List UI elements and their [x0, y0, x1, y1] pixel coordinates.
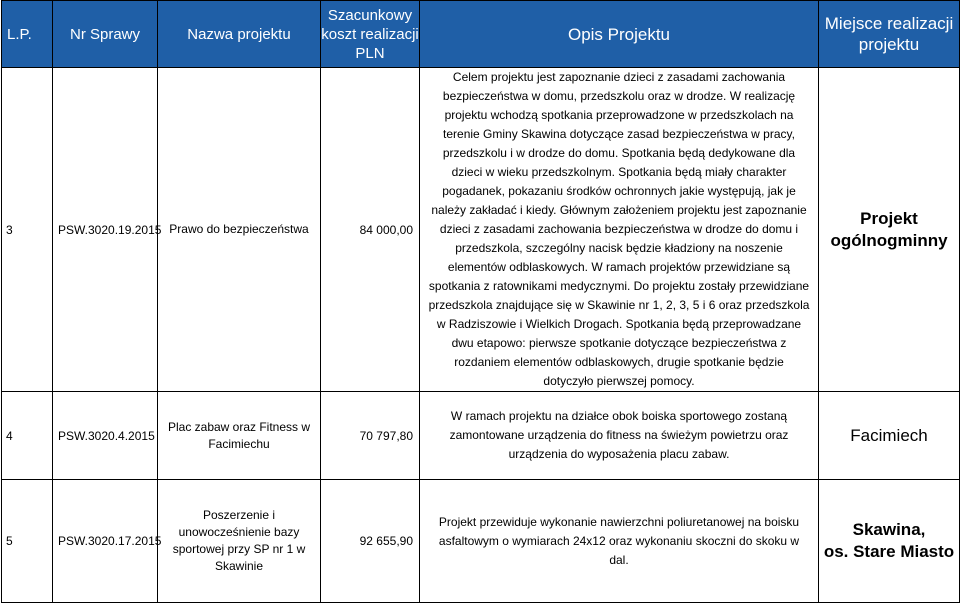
header-place	[819, 1, 960, 68]
row-place-line: Projekt	[860, 208, 918, 228]
table-row	[2, 68, 960, 392]
table-header	[2, 1, 960, 68]
row-case-number: PSW.3020.17.2015	[53, 480, 158, 603]
row-project-name: Prawo do bezpieczeństwa	[158, 68, 321, 392]
header-place-line: Miejsce realizacji	[824, 14, 954, 33]
row-case-number: PSW.3020.19.2015	[53, 68, 158, 392]
row-project-name: Poszerzenie i unowocześnienie bazy sportowej przy SP nr 1 w Skawinie	[158, 480, 321, 603]
header-case-number: Nr Sprawy	[53, 1, 158, 68]
header-lp: L.P.	[2, 1, 53, 68]
table-row	[2, 392, 960, 480]
row-place-line: Skawina,	[852, 520, 926, 539]
row-place	[819, 392, 960, 480]
projects-table	[1, 0, 960, 603]
row-place	[819, 68, 960, 392]
row-cost: 84 000,00	[321, 68, 420, 392]
row-lp: 4	[2, 392, 53, 480]
row-cost: 92 655,90	[321, 480, 420, 603]
header-cost-line: PLN	[355, 44, 385, 62]
row-place-line: Facimiech	[850, 425, 928, 445]
header-estimated-cost	[321, 1, 420, 68]
row-cost: 70 797,80	[321, 392, 420, 480]
header-place-line: projektu	[858, 35, 920, 54]
row-description: Celem projektu jest zapoznanie dzieci z zasadami zachowania bezpieczeństwa w domu, przedszkolu oraz w drodze. W realizację projektu wchodzą spotkania przeprowadzone w przedszkolach na terenie Gminy Skawina dotyczące zasad bezpieczeństwa w pracy, przedszkolu i w drodze do domu. Spotkania będą dedykowane dla dzieci w wieku przedszkolnym. Spotkania będą miały charakter pogadanek, pokazaniu środków ochronnych jakie występują, jak je należy zakładać i kiedy. Głównym założeniem projektu jest zapoznanie dzieci z zasadami zachowania bezpieczeństwa w drodze do domu i przedszkola, szczególny nacisk będzie kładziony na noszenie elementów odblaskowych. W ramach projektów przewidziane są spotkania z ratownikami medycznymi. Do projektu zostały przewidziane przedszkola znajdujące się w Skawinie nr 1, 2, 3, 5 i 6 oraz przedszkola w Radziszowie i Wielkich Drogach. Spotkania będą przeprowadzane dwu etapowo: pierwsze spotkanie dotyczące bezpieczeństwa z rozdaniem elementów odblaskowych, drugie spotkanie będzie dotyczyło pierwszej pomocy.	[420, 68, 819, 392]
row-lp: 5	[2, 480, 53, 603]
header-cost-line: Szacunkowy	[327, 6, 413, 24]
table-row	[2, 480, 960, 603]
row-place-line: os. Stare Miasto	[823, 542, 955, 561]
header-cost-line: koszt realizacji	[321, 25, 419, 43]
row-description: W ramach projektu na działce obok boiska sportowego zostaną zamontowane urządzenia do fitness na świeżym powietrzu oraz urządzenia do wyposażenia placu zabaw.	[420, 392, 819, 480]
row-project-name: Plac zabaw oraz Fitness w Facimiechu	[158, 392, 321, 480]
header-description: Opis Projektu	[420, 1, 819, 68]
header-project-name: Nazwa projektu	[158, 1, 321, 68]
row-lp: 3	[2, 68, 53, 392]
row-case-number: PSW.3020.4.2015	[53, 392, 158, 480]
row-place-line: ogólnogminny	[830, 230, 948, 250]
row-place	[819, 480, 960, 603]
row-description: Projekt przewiduje wykonanie nawierzchni poliuretanowej na boisku asfaltowym o wymiarach 24x12 oraz wykonaniu skoczni do skoku w dal.	[420, 480, 819, 603]
